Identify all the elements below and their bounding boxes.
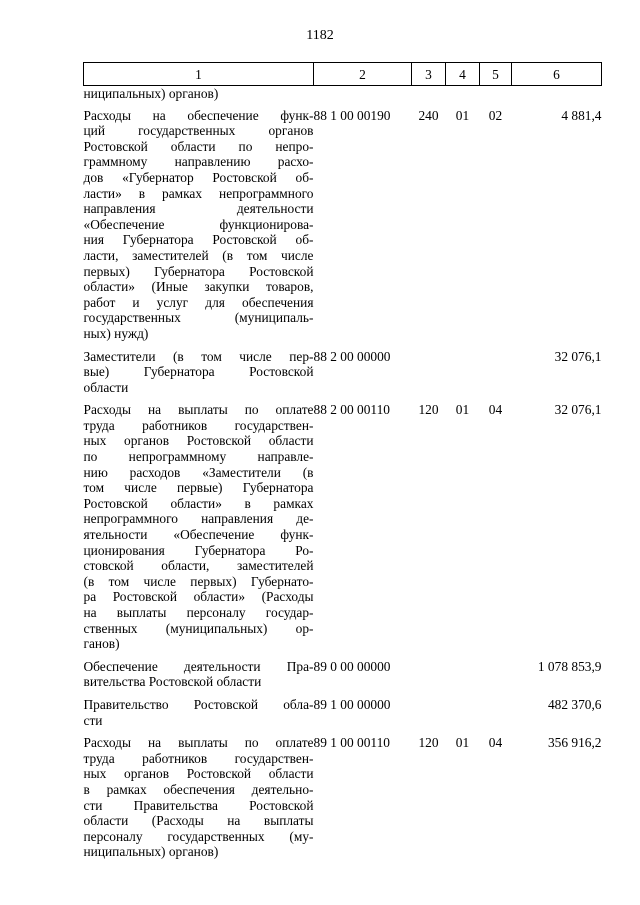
continuation-text: ниципальных) органов) [83, 86, 219, 101]
row-expense-type [412, 697, 446, 735]
description-line: по непрограммному направле- [83, 449, 314, 465]
row-amount: 4 881,4 [561, 107, 602, 123]
row-amount: 356 916,2 [547, 735, 602, 751]
description-line: ния Губернатора Ростовской об- [83, 232, 314, 248]
description-line: ниципальных) органов) [83, 844, 219, 860]
row-description [84, 735, 314, 867]
row-section: 01 [455, 107, 470, 123]
row-expense-type: 120 [418, 735, 439, 751]
continuation-row [84, 86, 602, 108]
description-line: ласти» в рамках непрограммного [83, 185, 314, 201]
table-row [84, 659, 602, 697]
description-line: ганов) [83, 636, 120, 652]
table-row [84, 108, 602, 349]
description-line: области (Расходы на выплаты [83, 813, 314, 829]
row-section [446, 697, 480, 735]
row-code: 89 0 00 00000 [313, 658, 391, 674]
description-line: ных органов Ростовской области [83, 433, 314, 449]
description-line: в рамках обеспечения деятельно- [83, 781, 314, 797]
table-row [84, 349, 602, 403]
description-line: ственных (муниципальных) ор- [83, 620, 314, 636]
description-line: сти Правительства Ростовской [83, 797, 314, 813]
description-line: работ и услуг для обеспечения [83, 294, 314, 310]
row-description [84, 108, 314, 349]
row-code: 89 1 00 00000 [313, 696, 391, 712]
table-row [84, 735, 602, 867]
description-line: ных) нужд) [83, 325, 149, 341]
row-code: 88 1 00 00190 [313, 107, 391, 123]
row-description [84, 402, 314, 659]
header-col-1: 1 [84, 63, 314, 86]
description-line: том числе первые) Губернатора [83, 480, 314, 496]
row-subsection: 02 [488, 107, 503, 123]
description-line: стовской области, заместителей [83, 558, 314, 574]
description-line: первых) Губернатора Ростовской [83, 263, 314, 279]
description-line: граммному направлению расхо- [83, 154, 314, 170]
description-line: сти [83, 712, 103, 728]
description-line: Ростовской области» в рамках [83, 495, 314, 511]
description-line: ласти, заместителей (в том числе [83, 247, 314, 263]
row-code: 88 2 00 00110 [313, 402, 390, 418]
row-expense-type [412, 659, 446, 697]
row-description [84, 659, 314, 697]
description-line: ра Ростовской области» (Расходы [83, 589, 314, 605]
header-col-3: 3 [412, 63, 446, 86]
row-expense-type [412, 349, 446, 403]
description-line: области» (Иные закупки товаров, [83, 279, 314, 295]
description-line: персоналу государственных (му- [83, 828, 314, 844]
row-section: 01 [455, 735, 470, 751]
row-subsection: 04 [488, 402, 503, 418]
page-number: 1182 [306, 28, 334, 43]
row-expense-type: 120 [418, 402, 439, 418]
header-col-6: 6 [512, 63, 602, 86]
description-line: непрограммного направления де- [83, 511, 314, 527]
row-section [446, 659, 480, 697]
row-amount: 32 076,1 [554, 348, 602, 364]
table-row [84, 697, 602, 735]
description-line: государственных (муниципаль- [83, 310, 314, 326]
description-line: Расходы на обеспечение функ- [83, 107, 314, 123]
row-section: 01 [455, 402, 470, 418]
description-line: (в том числе первых) Губернато- [83, 573, 314, 589]
row-description [84, 349, 314, 403]
row-code: 88 2 00 00000 [313, 348, 391, 364]
description-line: ятельности «Обеспечение функ- [83, 527, 314, 543]
row-expense-type: 240 [418, 107, 439, 123]
description-line: ционирования Губернатора Ро- [83, 542, 314, 558]
description-line: «Обеспечение функционирова- [83, 216, 314, 232]
row-subsection: 04 [488, 735, 503, 751]
description-line: направления деятельности [83, 201, 314, 217]
row-description [84, 697, 314, 735]
description-line: Правительство Ростовской обла- [83, 696, 314, 712]
row-amount: 32 076,1 [554, 402, 602, 418]
table-row [84, 402, 602, 659]
description-line: Расходы на выплаты по оплате [83, 402, 314, 418]
row-subsection [480, 659, 512, 697]
description-line: дов «Губернатор Ростовской об- [83, 169, 314, 185]
description-line: области [83, 379, 129, 395]
row-subsection [480, 349, 512, 403]
budget-table [83, 62, 602, 867]
row-subsection [480, 697, 512, 735]
description-line: труда работников государствен- [83, 417, 314, 433]
description-line: Обеспечение деятельности Пра- [83, 658, 314, 674]
row-code: 89 1 00 00110 [313, 735, 390, 751]
row-section [446, 349, 480, 403]
description-line: труда работников государствен- [83, 750, 314, 766]
header-row [84, 63, 602, 86]
table-body [84, 86, 602, 867]
description-line: вые) Губернатора Ростовской [83, 364, 314, 380]
description-line: на выплаты персоналу государ- [83, 605, 314, 620]
description-line: нию расходов «Заместители (в [83, 464, 314, 480]
description-line: Расходы на выплаты по оплате [83, 735, 314, 751]
header-col-5: 5 [480, 63, 512, 86]
row-amount: 1 078 853,9 [537, 658, 602, 674]
header-col-4: 4 [446, 63, 480, 86]
row-amount: 482 370,6 [547, 696, 602, 712]
description-line: ных органов Ростовской области [83, 766, 314, 782]
header-col-2: 2 [314, 63, 412, 86]
description-line: Ростовской области по непро- [83, 138, 314, 154]
description-line: вительства Ростовской области [83, 674, 262, 690]
description-line: Заместители (в том числе пер- [83, 348, 314, 364]
description-line: ций государственных органов [83, 123, 314, 139]
